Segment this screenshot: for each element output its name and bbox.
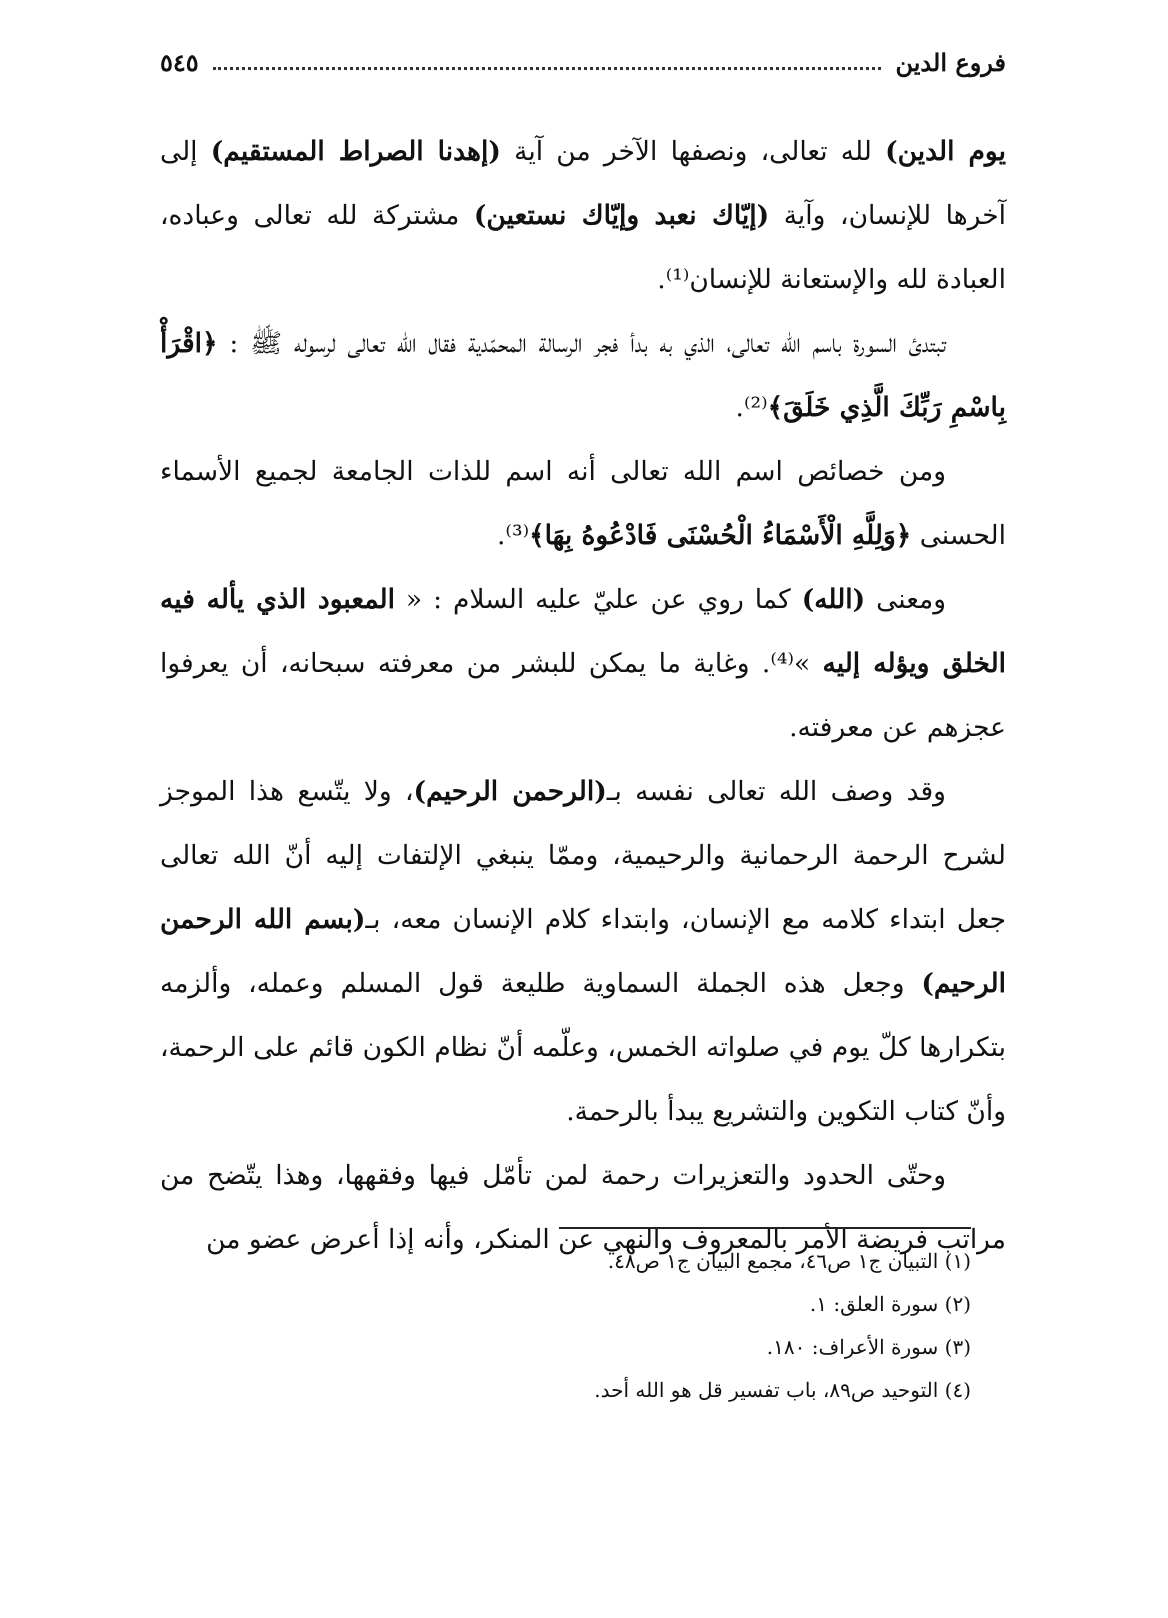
emphasis-text: المعبود الذي يأله فيه الخلق ويؤله إليه — [160, 584, 1007, 679]
text-run: . وغاية ما يمكن للبشر من معرفته سبحانه، أن يعرفوا عجزهم عن معرفته. — [160, 648, 1006, 743]
paragraph — [160, 312, 1006, 440]
text-run: . — [496, 520, 506, 551]
dotted-leader — [213, 67, 882, 70]
emphasis-text: يوم الدين) — [885, 136, 1006, 167]
text-run: لله تعالى، ونصفها الآخر من آية — [500, 136, 886, 167]
emphasis-text: (بسم الله الرحمن الرحيم) — [160, 904, 1006, 999]
emphasis-text: (الرحمن الرحيم) — [413, 776, 607, 807]
paragraph — [160, 120, 1006, 312]
text-run: ومن خصائص اسم الله تعالى أنه اسم للذات الجامعة لجميع الأسماء الحسنى — [160, 456, 1006, 551]
text-run: . — [657, 264, 666, 295]
footnote-item: (٣) سورة الأعراف: ١٨٠. — [766, 1335, 971, 1359]
paragraph — [160, 760, 1006, 1144]
page-number: ٥٤٥ — [160, 47, 199, 77]
text-run: ⁽¹⁾ — [665, 264, 690, 295]
running-title: فروع الدين — [895, 47, 1006, 77]
footnote-item: (٢) سورة العلق: ١. — [809, 1292, 971, 1316]
text-run: . — [735, 392, 744, 423]
text-run: ومعنى — [865, 584, 946, 615]
emphasis-text: ﴿وَلِلَّهِ الْأَسْمَاءُ الْحُسْنَى فَادْعُوهُ بِهَا﴾ — [529, 520, 912, 551]
footnote-item: (٤) التوحيد ص٨٩، باب تفسير قل هو الله أحد. — [594, 1378, 971, 1402]
text-run: » — [793, 648, 823, 679]
emphasis-text: (إيّاك نعبد وإيّاك نستعين) — [473, 200, 770, 231]
text-run: وقد وصف الله تعالى نفسه بـ — [606, 776, 946, 807]
emphasis-text: (الله) — [801, 584, 866, 615]
text-run: تبتدئ السورة باسم الله تعالى، الذي به بدأ فجر الرسالة المحمّدية فقال الله تعالى لرسوله ﷺ : — [217, 328, 946, 359]
text-run: وجعل هذه الجملة السماوية طليعة قول المسلم وعمله، وألزمه بتكرارها كلّ يوم في صلواته الخمس، وعلّمه أنّ نظام الكون قائم على الرحمة، وأنّ كتاب التكوين والتشريع يبدأ بالرحمة. — [160, 968, 1006, 1127]
text-run: كما روي عن عليّ عليه السلام : « — [394, 584, 802, 615]
paragraph — [160, 568, 1006, 760]
text-run: ⁽⁴⁾ — [770, 648, 794, 679]
text-run: مشتركة لله تعالى وعباده، العبادة لله والإستعانة للإنسان — [160, 200, 1006, 295]
text-run: إلى آخرها للإنسان، وآية — [160, 136, 1006, 231]
text-run: ⁽²⁾ — [743, 392, 768, 423]
running-header — [160, 40, 1006, 84]
footnote-item: (١) التبيان ج١ ص٤٦، مجمع البيان ج١ ص٤٨. — [607, 1249, 971, 1273]
emphasis-text: (إهدنا الصراط المستقيم) — [210, 136, 501, 167]
text-run: وحتّى الحدود والتعزيرات رحمة لمن تأمّل فيها وفقهها، وهذا يتّضح من مراتب فريضة الأمر بالمعروف والنهي عن المنكر، وأنه إذا أعرض عضو من — [160, 1160, 1006, 1255]
paragraph — [160, 440, 1006, 568]
body-text — [160, 120, 1006, 1272]
footnote-separator — [559, 1227, 971, 1229]
emphasis-text: ﴿اقْرَأْ بِاسْمِ رَبِّكَ الَّذِي خَلَقَ﴾ — [160, 328, 1006, 423]
text-run: ، ولا يتّسع هذا الموجز لشرح الرحمة الرحمانية والرحيمية، وممّا ينبغي الإلتفات إليه أنّ الله تعالى جعل ابتداء كلامه مع الإنسان، وابتداء كلام الإنسان معه، بـ — [160, 776, 1006, 935]
text-run: ⁽³⁾ — [505, 520, 530, 551]
footnotes — [160, 1240, 971, 1412]
